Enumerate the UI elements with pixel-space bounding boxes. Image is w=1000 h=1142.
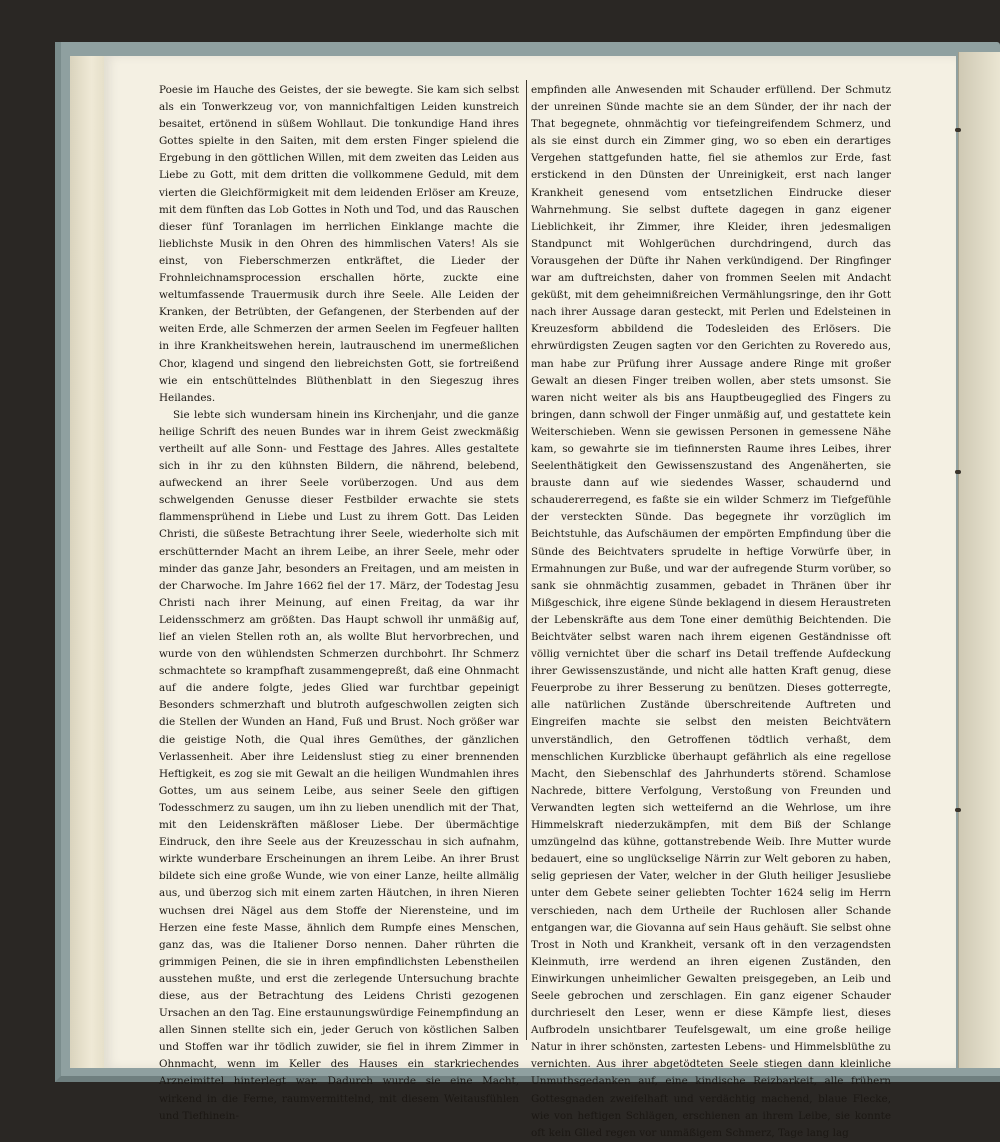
facing-page-edge — [958, 52, 1000, 1068]
paragraph: empfinden alle Anwesenden mit Schauder erfüllend. Der Schmutz der unreinen Sünde machte sie an dem Sünder, der ihr nach der That begegnete, ohnmächtig vor tiefeingreifendem Schmerz, und als sie einst durch ein Zimmer ging, wo so eben ein derartiges Vergehen stattgefunden hatte, fiel sie athemlos zur Erde, fast erstickend in den Dünsten der Unreinigkeit, erst nach langer Krankheit genesend vom entsetzlichen Eindrucke dieser Wahrnehmung. Sie selbst duftete dagegen in ganz eigener Lieblichkeit, ihr Zimmer, ihre Kleider, ihren jedesmaligen Standpunct mit Wohlgerüchen durchdringend, durch das Vorausgehen der Düfte ihr Nahen verkündigend. Der Ringfinger war am duftreichsten, daher von frommen Seelen mit Andacht geküßt, mit dem geheimnißreichen Vermählungsringe, den ihr Gott nach ihrer Aussage daran gesteckt, mit Perlen und Edelsteinen in Kreuzesform abbildend die Todesleiden des Erlösers. Die ehrwürdigsten Zeugen sagten vor den Gerichten zu Roveredo aus, man habe zur Prüfung ihrer Aussage andere Ringe mit großer Gewalt an diesen Finger treiben wollen, aber stets umsonst. Sie waren nicht weiter als bis ans Hauptbeugeglied des Fingers zu bringen, dann schwoll der Finger unmäßig auf, und gestattete kein Weiterschieben. Wenn sie gewissen Personen in gemessene Nähe kam, so gewahrte sie im tiefinnersten Raume ihres Leibes, ihrer Seelenthätigkeit den Gewissenszustand des Angenäherten, sie brauste dann auf wie siedendes Wasser, schaudernd und schaudererregend, es faßte sie ein wilder Schmerz im Tiefgefühle der versteckten Sünde. Das begegnete ihr vorzüglich im Beichtstuhle, das Aufschäumen der empörten Empfindung über die Sünde des Beichtvaters sprudelte in heftige Vorwürfe über, in Ermahnungen zur Buße, und war der aufregende Sturm vorüber, so sank sie ohnmächtig zusammen, gebadet in Thränen über ihr Mißgeschick, ihre eigene Sünde beklagend in diesem Heraustreten der Lebenskräfte aus dem Tone einer demüthig Beichtenden. Die Beichtväter selbst waren nach ihrem eigenen Geständnisse oft völlig vernichtet über die scharf ins Detail treffende Aufdeckung ihrer Gewissenszustände, und nicht alle hatten Kraft genug, diese Feuerprobe zu ihrer Besserung zu benützen. Dieses gotterregte, alle natürlichen Zustände überschreitende Auftreten und Eingreifen machte sie selbst den meisten Beichtvätern unverständlich, den Getroffenen tödtlich verhaßt, dem menschlichen Kurzblicke überhaupt gefährlich als eine regellose Macht, den Siebenschlaf des Jahrhunderts störend. Schamlose Nachrede, bittere Verfolgung, Verstoßung von Freunden und Verwandten legten sich wetteifernd an die Wehrlose, um ihre Himmelskraft niederzukämpfen, mit dem Biß der Schlange umzüngelnd das kühne, gottanstrebende Weib. Ihre Mutter wurde bedauert, eine so unglückselige Närrin zur Welt geboren zu haben, selig gepriesen der Vater, welcher in der Gluth heiliger Jesusliebe unter dem Gebete seiner geliebten Tochter 1624 selig im Herrn verschieden, nach dem Urtheile der Ruchlosen aller Schande entgangen war, die Giovanna auf sein Haus gehäuft. Sie selbst ohne Trost in Noth und Krankheit, versank oft in den verzagendsten Kleinmuth, irre werdend an ihren eigenen Zuständen, den Einwirkungen unheimlicher Gewalten preisgegeben, an Leib und Seele gebrochen und zerschlagen. Ein ganz eigener Schauder durchrieselt den Leser, wenn er diese Kämpfe liest, dieses Aufbrodeln unsichtbarer Teufelsgewalt, um eine große heilige Natur in ihrer schönsten, zartesten Lebens- und Himmelsblüthe zu vernichten. Aus ihrer abgetödteten Seele stiegen dann kleinliche Unmuthsgedanken auf, eine kindische Reizbarkeit, alle frühern Gottesgnaden zweifelhaft und verdächtig machend, blaue Flecke, wie von heftigen Schlägen, erschienen an ihrem Leibe, sie konnte oft kein Glied regen vor unmäßigem Schmerz, Tage lang lag — [531, 84, 891, 1139]
binding-thread-mark — [955, 128, 961, 132]
page-gutter — [70, 56, 106, 1068]
book-page — [104, 56, 956, 1139]
paragraph: Poesie im Hauche des Geistes, der sie bewegte. Sie kam sich selbst als ein Tonwerkzeug vor, von mannichfaltigen Leiden kunstreich besaitet, ertönend in süßem Wohllaut. Die tonkundige Hand ihres Gottes spielte in den Saiten, mit dem ersten Finger spielend die Ergebung in den göttlichen Willen, mit dem zweiten das Leiden aus Liebe zu Gott, mit dem dritten die vollkommene Geduld, mit dem vierten die Gleichförmigkeit mit dem leidenden Erlöser am Kreuze, mit dem fünften das Lob Gottes in Noth und Tod, und das Rauschen dieser fünf Toranlagen im herrlichen Einklange machte die lieblichste Musik in den Ohren des himmlischen Vaters! Als sie einst, von Fieberschmerzen entkräftet, die Lieder der Frohnleichnamsprocession erschallen hörte, zuckte eine weltumfassende Trauermusik durch ihre Seele. Alle Leiden der Kranken, der Betrübten, der Gefangenen, der Sterbenden auf der weiten Erde, alle Schmerzen der armen Seelen im Fegfeuer hallten in ihre Krankheitswehen herein, lautrauschend im unermeßlichen Chor, klagend und singend den liebreichsten Gott, sie fortreißend wie ein entschüttelndes Blüthenblatt in den Siegeszug ihres Heilandes. — [159, 84, 519, 404]
paragraph: Sie lebte sich wundersam hinein ins Kirchenjahr, und die ganze heilige Schrift des neuen Bundes war in ihrem Geist zweckmäßig vertheilt auf alle Sonn- und Festtage des Jahres. Alles gestaltete sich in ihr zu den kühnsten Bildern, die nährend, belebend, aufweckend an ihrer Seele vorüberzogen. Und aus dem schwelgenden Genusse dieser Festbilder erwachte sie stets flammensprühend in Liebe und Lust zu ihrem Gott. Das Leiden Christi, die süßeste Betrachtung ihrer Seele, wiederholte sich mit erschütternder Macht an ihrem Leibe, an ihrer Seele, mehr oder minder das ganze Jahr, besonders an Freitagen, und am meisten in der Charwoche. Im Jahre 1662 fiel der 17. März, der Todestag Jesu Christi nach ihrer Meinung, auf einen Freitag, da war ihr Leidensschmerz am größten. Das Haupt schwoll ihr unmäßig auf, lief an vielen Stellen roth an, als wollte Blut hervorbrechen, und wurde von den wühlendsten Schmerzen durchbohrt. Ihr Schmerz schmachtete so krampfhaft zusammengepreßt, daß eine Ohnmacht auf die andere folgte, jedes Glied war furchtbar gepeinigt Besonders schmerzhaft und blutroth aufgeschwollen zeigten sich die Stellen der Wunden an Hand, Fuß und Brust. Noch größer war die geistige Noth, die Qual ihres Gemüthes, der gänzlichen Verlassenheit. Aber ihre Leidenslust stieg zu einer brennenden Heftigkeit, es zog sie mit Gewalt an die heiligen Wundmahlen ihres Gottes, um aus seinem Leibe, aus seiner Seele den giftigen Todesschmerz zu saugen, um ihn zu lieben unendlich mit der That, mit den Leidenskräften mäßloser Liebe. Der übermächtige Eindruck, den ihre Seele aus der Kreuzesschau in sich aufnahm, wirkte wunderbare Erscheinungen an ihrem Leibe. An ihrer Brust bildete sich eine große Wunde, wie von einer Lanze, heilte allmälig aus, und überzog sich mit einem zarten Häutchen, in ihren Nieren wuchsen drei Nägel aus dem Stoffe der Nierensteine, und im Herzen eine feste Masse, ähnlich dem Rumpfe eines Menschen, ganz das, was die Italiener Dorso nennen. Daher rührten die grimmigen Peinen, die sie in ihren empfindlichsten Lebenstheilen ausstehen mußte, und erst die zerlegende Untersuchung brachte diese, aus der Betrachtung des Leidens Christi gezogenen Ursachen an den Tag. Eine erstaunungswürdige Feinempfindung an allen Sinnen stellte sich ein, jeder Geruch von köstlichen Salben und Stoffen war ihr tödlich zuwider, sie fiel in ihrem Zimmer in Ohnmacht, wenn im Keller des Hauses ein starkriechendes Arzneimittel hinterlegt war. Dadurch wurde sie eine Macht, wirkend in die Ferne, raumvermittelnd, mit diesem Weitausfühlen und Tiefhinein- — [159, 408, 519, 1122]
text-column-right — [531, 82, 891, 1142]
column-divider — [526, 80, 527, 1040]
binding-thread-mark — [955, 808, 961, 812]
text-column-left — [159, 82, 519, 1125]
binding-thread-mark — [955, 470, 961, 474]
